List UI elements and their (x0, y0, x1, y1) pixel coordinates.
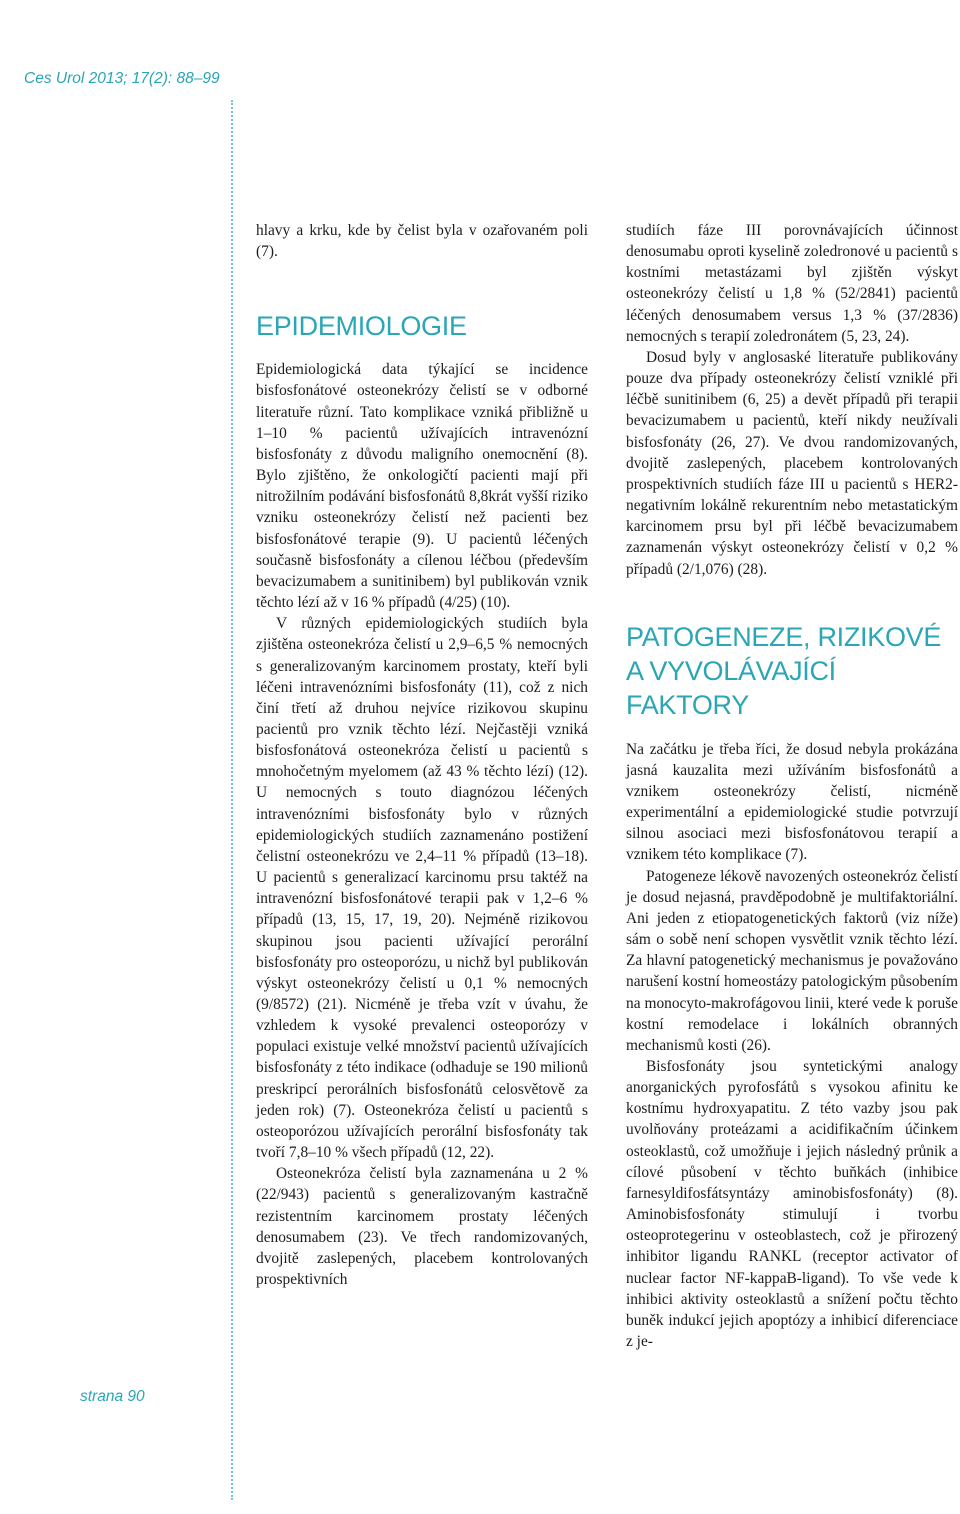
heading-line: A VYVOLÁVAJÍCÍ FAKTORY (626, 655, 836, 720)
heading-line: PATOGENEZE, RIZIKOVÉ (626, 621, 942, 652)
paragraph: Epidemiologická data týkající se incidence bisfosfonátové osteonekrózy čelistí se v odborné literatuře různí. Tato komplikace vzniká přibližně u 1–10 % pacientů užívajících intravenózní bisfosfonáty z důvodu maligního onemocnění (8). Bylo zjištěno, že onkologičtí pacienti mají při nitrožilním podávání bisfosfonátů 8,8krát vyšší riziko vzniku osteonekrózy čelistí než pacienti bez bisfosfonátové terapie (9). U pacientů léčených současně bisfosfonáty a cílenou léčbou (především bevacizumabem a sunitinibem) byl publikován vznik těchto lézí až v 16 % případů (4/25) (10). (256, 361, 588, 612)
heading-patogeneze (626, 620, 958, 722)
paragraph: Bisfosfonáty jsou syntetickými analogy anorganických pyrofosfátů s vysokou afinitu ke kostnímu hydroxyapatitu. Z této vazby jsou pak uvolňovány proteázami a acidifikačním účinkem osteoklastů, což umožňuje i jejich následný průnik a cílové působení v těchto buňkách (inhibice farnesyldifosfátsyntázy aminobisfosfonáty) (8). Aminobisfosfonáty stimulují i tvorbu osteoprotegerinu v osteoblastech, což je přirozený inhibitor ligandu RANKL (receptor activator of nuclear factor NF-kappaB-ligand). To vše vede k inhibici aktivity osteoklastů a snížení počtu těchto buněk indukcí jejich apoptózy a inhibicí diferenciace z je- (626, 1058, 958, 1351)
paragraph: Na začátku je třeba říci, že dosud nebyla prokázána jasná kauzalita mezi užíváním bisfosfonátů a vznikem osteonekrózy čelistí, nicméně experimentální a epidemiologické studie potvrzují silnou asociaci mezi bisfosfonátovou terapií a vznikem této komplikace (7). (626, 740, 958, 864)
page-number: strana 90 (80, 1388, 145, 1405)
paragraph: Dosud byly v anglosaské literatuře publikovány pouze dva případy osteonekrózy čelistí vzniklé při léčbě sunitinibem (6, 25) a devět případů při terapii bevacizumabem u pacientů, kteří nikdy neužívali bisfosfonáty (26, 27). Ve dvou randomizovaných, dvojitě zaslepených, placebem kontrolovaných prospektivních studiích fáze III u pacientů s HER2-negativním lokálně rekurentním nebo metastatickým karcinomem prsu byl při léčbě bevacizumabem zaznamenán výskyt osteonekrózy čelistí v 0,2 % případů (2/1,076) (28). (626, 348, 958, 578)
paragraph: studiích fáze III porovnávajících účinnost denosumabu oproti kyselině zoledronové u pacientů s kostními metastázami byl zjištěn výskyt osteonekrózy čelistí u 1,8 % (52/2841) pacientů léčených denosumabem versus 1,3 % (37/2836) nemocných s terapií zoledronátem (5, 23, 24). (626, 222, 958, 345)
paragraph-intro: hlavy a krku, kde by čelist byla v ozařovaném poli (7). (256, 222, 588, 261)
heading-epidemiologie: EPIDEMIOLOGIE (256, 311, 467, 342)
journal-reference: Ces Urol 2013; 17(2): 88–99 (24, 70, 220, 87)
right-column (626, 220, 958, 1352)
paragraph: Patogeneze lékově navozených osteonekróz čelistí je dosud nejasná, pravděpodobně je multifaktoriální. Ani jeden z etiopatogenetických faktorů (viz níže) sám o sobě není schopen vysvětlit vznik těchto lézí. Za hlavní patogenetický mechanismus je považováno narušení kostní homeostázy patologickým působením na monocyto-makrofágovou linii, které vede k poruše kostní remodelace i lokálních obranných mechanismů kosti (26). (626, 867, 958, 1054)
dotted-divider (231, 100, 233, 1500)
paragraph: V různých epidemiologických studiích byla zjištěna osteonekróza čelistí u 2,9–6,5 % nemocných s generalizovaným karcinomem prostaty, kteří byli léčeni intravenózními bisfosfonáty (11), což z nich činí třetí až druhou nejvíce rizikovou skupinu pacientů pro vznik těchto lézí. Nejčastěji vzniká bisfosfonátová osteonekróza čelistí u pacientů s mnohočetným myelomem (až 43 % těchto lézí) (12). U nemocných s touto diagnózou léčených intravenózními bisfosfonáty bylo v různých epidemiologických studiích zaznamenáno postižení čelistní osteonekrózu ve 2,4–11 % případů (13–18). U pacientů s generalizací karcinomu prsu taktéž na intravenózní bisfosfonátové terapii pak v 1,2–6 % případů (13, 15, 17, 19, 20). Nejméně rizikovou skupinou jsou pacienti užívající perorální bisfosfonáty pro osteoporózu, u nichž byl publikován výskyt osteonekrózy čelistí u 0,1 % nemocných (9/8572) (21). Nicméně je třeba vzít v úvahu, že vzhledem k vysoké prevalenci osteoporózy v populaci existuje velké množství pacientů užívajících bisfosfonáty z této indikace (odhaduje se 190 milionů preskripcí perorálních bisfosfonátů celosvětově za jeden rok) (7). Osteonekróza čelistí u pacientů s osteoporózou užívajících perorální bisfosfonáty tak tvoří 7,8–10 % všech případů (12, 22). (256, 615, 588, 1162)
left-column (256, 220, 588, 1290)
paragraph: Osteonekróza čelistí byla zaznamenána u 2 % (22/943) pacientů s generalizovaným kastračně rezistentním karcinomem prostaty léčených denosumabem (23). Ve třech randomizovaných, dvojitě zaslepených, placebem kontrolovaných prospektivních (256, 1165, 588, 1289)
